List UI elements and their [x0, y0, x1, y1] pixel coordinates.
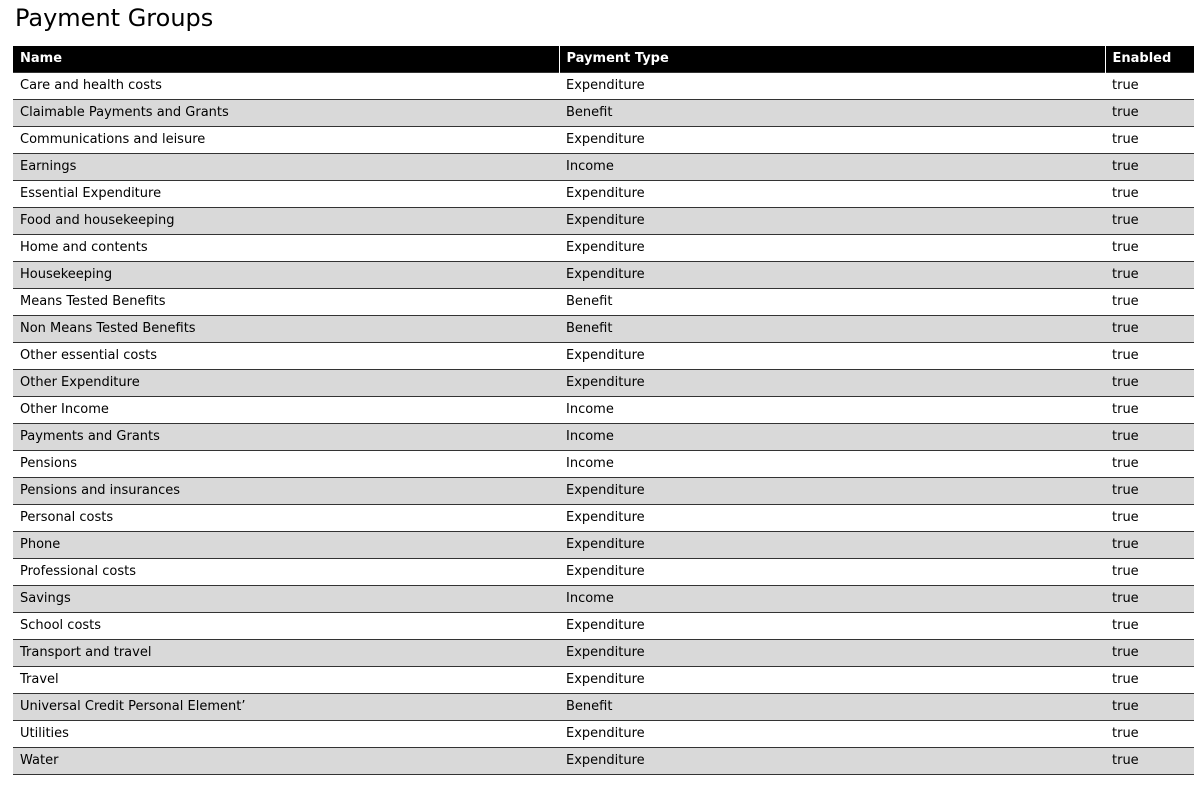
cell-name: Personal costs [13, 504, 559, 531]
cell-name: Communications and leisure [13, 126, 559, 153]
cell-name: Professional costs [13, 558, 559, 585]
cell-payment-type: Expenditure [559, 558, 1105, 585]
cell-enabled: true [1105, 639, 1194, 666]
cell-enabled: true [1105, 315, 1194, 342]
cell-payment-type: Expenditure [559, 720, 1105, 747]
cell-name: Phone [13, 531, 559, 558]
table-row[interactable] [13, 720, 1194, 747]
table-row[interactable] [13, 180, 1194, 207]
cell-enabled: true [1105, 342, 1194, 369]
cell-name: Transport and travel [13, 639, 559, 666]
table-header-row [13, 46, 1194, 72]
table-row[interactable] [13, 72, 1194, 99]
cell-name: Universal Credit Personal Element’ [13, 693, 559, 720]
cell-enabled: true [1105, 477, 1194, 504]
table-row[interactable] [13, 234, 1194, 261]
cell-payment-type: Expenditure [559, 261, 1105, 288]
cell-enabled: true [1105, 720, 1194, 747]
cell-name: School costs [13, 612, 559, 639]
cell-name: Earnings [13, 153, 559, 180]
table-row[interactable] [13, 612, 1194, 639]
table-row[interactable] [13, 504, 1194, 531]
cell-enabled: true [1105, 585, 1194, 612]
cell-enabled: true [1105, 99, 1194, 126]
cell-enabled: true [1105, 747, 1194, 774]
table-row[interactable] [13, 450, 1194, 477]
cell-enabled: true [1105, 234, 1194, 261]
table-row[interactable] [13, 153, 1194, 180]
cell-enabled: true [1105, 423, 1194, 450]
cell-payment-type: Income [559, 450, 1105, 477]
cell-enabled: true [1105, 207, 1194, 234]
cell-payment-type: Expenditure [559, 747, 1105, 774]
cell-enabled: true [1105, 504, 1194, 531]
table-row[interactable] [13, 99, 1194, 126]
column-header-name[interactable]: Name [13, 46, 559, 72]
table-row[interactable] [13, 315, 1194, 342]
cell-name: Other essential costs [13, 342, 559, 369]
cell-payment-type: Expenditure [559, 639, 1105, 666]
cell-enabled: true [1105, 693, 1194, 720]
cell-name: Payments and Grants [13, 423, 559, 450]
table-row[interactable] [13, 747, 1194, 774]
cell-payment-type: Expenditure [559, 342, 1105, 369]
cell-enabled: true [1105, 396, 1194, 423]
cell-payment-type: Expenditure [559, 612, 1105, 639]
cell-name: Other Income [13, 396, 559, 423]
table-row[interactable] [13, 639, 1194, 666]
cell-enabled: true [1105, 153, 1194, 180]
cell-name: Travel [13, 666, 559, 693]
cell-payment-type: Expenditure [559, 180, 1105, 207]
table-row[interactable] [13, 207, 1194, 234]
cell-payment-type: Expenditure [559, 477, 1105, 504]
cell-name: Care and health costs [13, 72, 559, 99]
cell-enabled: true [1105, 126, 1194, 153]
table-header [13, 46, 1194, 72]
cell-name: Means Tested Benefits [13, 288, 559, 315]
cell-payment-type: Expenditure [559, 234, 1105, 261]
cell-name: Essential Expenditure [13, 180, 559, 207]
cell-name: Utilities [13, 720, 559, 747]
cell-payment-type: Expenditure [559, 504, 1105, 531]
table-row[interactable] [13, 666, 1194, 693]
table-row[interactable] [13, 585, 1194, 612]
cell-name: Other Expenditure [13, 369, 559, 396]
cell-enabled: true [1105, 666, 1194, 693]
cell-payment-type: Income [559, 153, 1105, 180]
cell-enabled: true [1105, 261, 1194, 288]
cell-enabled: true [1105, 531, 1194, 558]
cell-enabled: true [1105, 180, 1194, 207]
table-row[interactable] [13, 126, 1194, 153]
table-row[interactable] [13, 558, 1194, 585]
cell-payment-type: Benefit [559, 99, 1105, 126]
cell-name: Food and housekeeping [13, 207, 559, 234]
column-header-payment-type[interactable]: Payment Type [559, 46, 1105, 72]
cell-name: Claimable Payments and Grants [13, 99, 559, 126]
column-header-enabled[interactable]: Enabled [1105, 46, 1194, 72]
cell-payment-type: Expenditure [559, 207, 1105, 234]
cell-name: Non Means Tested Benefits [13, 315, 559, 342]
table-row[interactable] [13, 423, 1194, 450]
cell-name: Savings [13, 585, 559, 612]
cell-enabled: true [1105, 612, 1194, 639]
cell-enabled: true [1105, 369, 1194, 396]
table-row[interactable] [13, 693, 1194, 720]
cell-name: Pensions and insurances [13, 477, 559, 504]
cell-payment-type: Benefit [559, 315, 1105, 342]
cell-enabled: true [1105, 450, 1194, 477]
page-title: Payment Groups [15, 4, 214, 32]
cell-payment-type: Benefit [559, 288, 1105, 315]
cell-name: Home and contents [13, 234, 559, 261]
payment-groups-table [13, 46, 1194, 775]
table-row[interactable] [13, 342, 1194, 369]
table-row[interactable] [13, 396, 1194, 423]
cell-name: Pensions [13, 450, 559, 477]
cell-payment-type: Income [559, 396, 1105, 423]
cell-enabled: true [1105, 72, 1194, 99]
table-row[interactable] [13, 531, 1194, 558]
cell-payment-type: Expenditure [559, 126, 1105, 153]
cell-payment-type: Expenditure [559, 369, 1105, 396]
cell-enabled: true [1105, 288, 1194, 315]
cell-payment-type: Expenditure [559, 72, 1105, 99]
cell-payment-type: Expenditure [559, 666, 1105, 693]
cell-name: Housekeeping [13, 261, 559, 288]
cell-enabled: true [1105, 558, 1194, 585]
table-row[interactable] [13, 261, 1194, 288]
table-row[interactable] [13, 369, 1194, 396]
table-row[interactable] [13, 288, 1194, 315]
cell-name: Water [13, 747, 559, 774]
table-row[interactable] [13, 477, 1194, 504]
table-body [13, 72, 1194, 774]
cell-payment-type: Income [559, 423, 1105, 450]
cell-payment-type: Benefit [559, 693, 1105, 720]
cell-payment-type: Expenditure [559, 531, 1105, 558]
cell-payment-type: Income [559, 585, 1105, 612]
